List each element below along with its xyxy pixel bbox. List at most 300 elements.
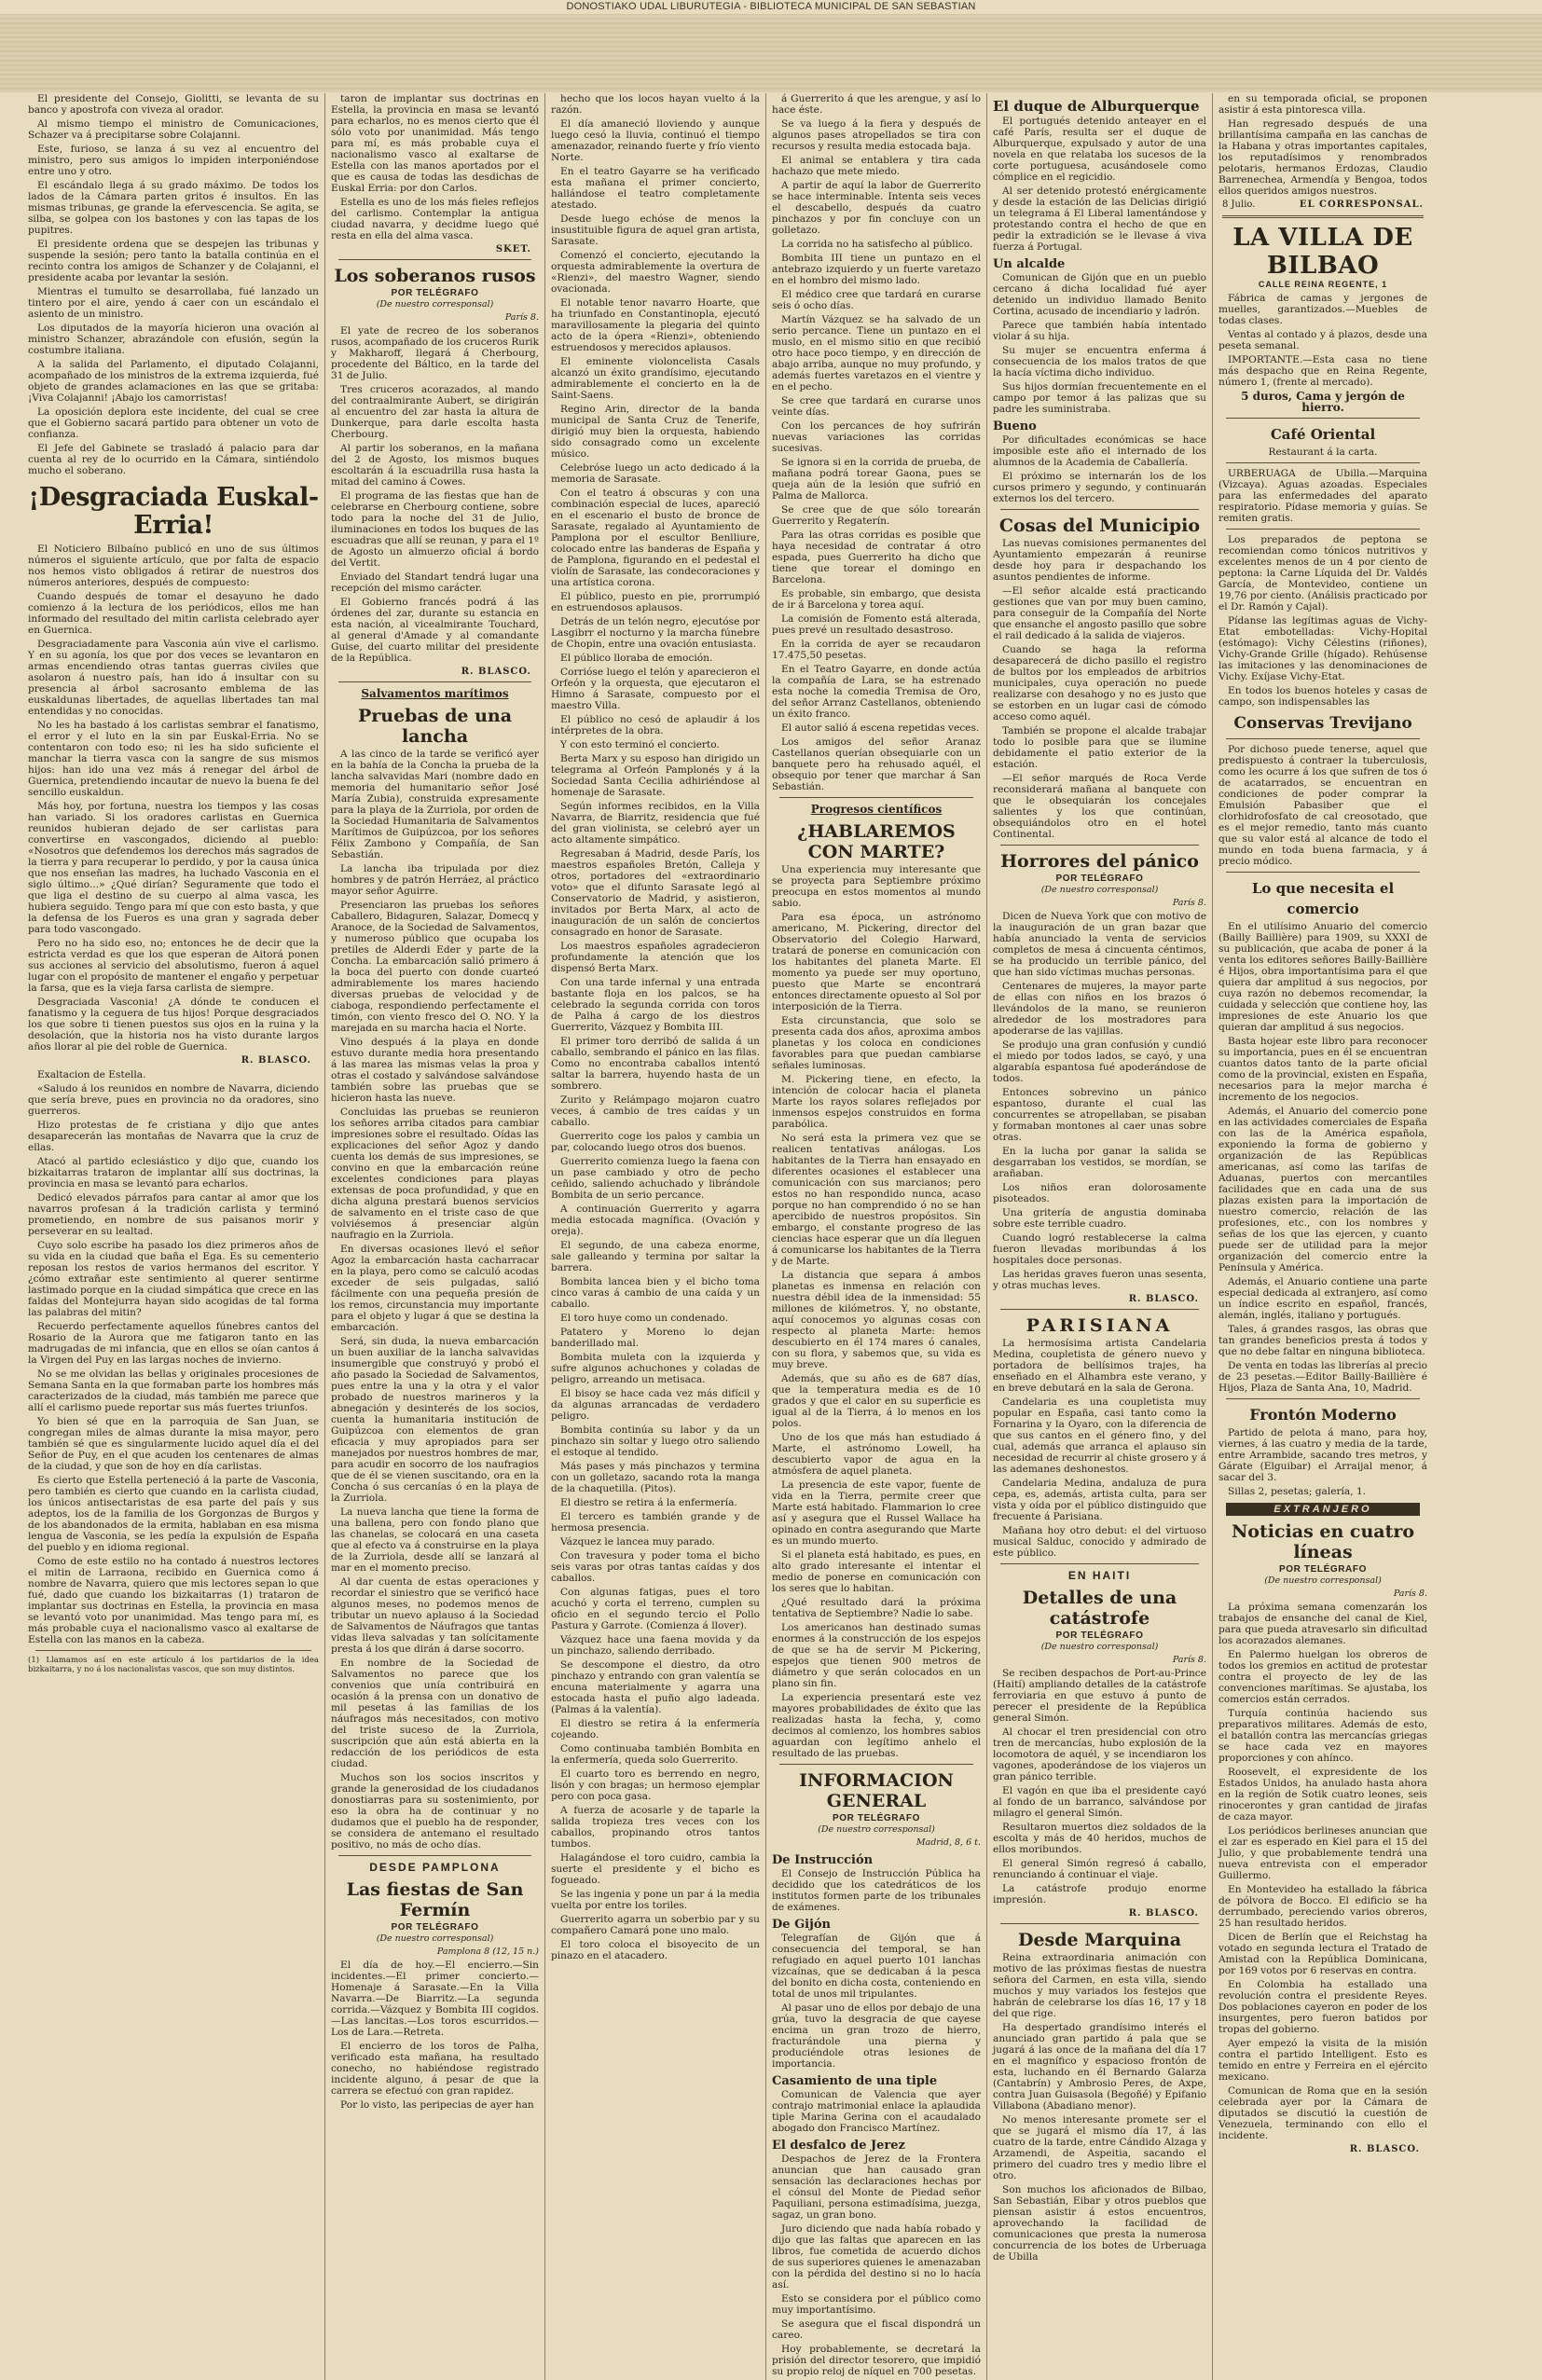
headline-soberanos: Los soberanos rusos [334, 266, 536, 286]
dateline: (De nuestro corresponsal) [1040, 1642, 1159, 1652]
paragraph: Además, el Anuario contiene una parte especial dedicada al extranjero, así como un índice escrito en español, francés, alemán, inglés, italiano y portugués. [1218, 1276, 1427, 1321]
col6-body8 [1218, 1602, 1427, 2141]
paragraph: Al chocar el tren presidencial con otro tren de mercancías, hubo explosión de la locomotora de aquél, y se incendiaron los vagones, apoderándose de los viajeros un gran pánico terrible. [993, 1727, 1206, 1782]
col1-intro [28, 93, 319, 476]
paragraph: En todos los buenos hoteles y casas de campo, son indispensables las [1218, 685, 1427, 708]
paragraph: Más pases y más pinchazos y termina con un golletazo, sacando rota la manga de la chaquetilla. (Pitos). [551, 1461, 760, 1494]
paragraph: Mañana hoy otro debut: el del virtuoso musical Salduc, conocido y admirado de este público. [993, 1525, 1206, 1559]
paragraph: Será, sin duda, la nueva embarcación un buen auxiliar de la lancha salvavidas insumergible que construyó y probó el año pasado la Sociedad de Salvamentos, pues entre la una y la otra y el valor probado de nuestros marineros y la abnegación y desinterés de los socios, cuenta la humanitaria institución de Guipúzcoa con elementos de gran eficacia y muy apropiados para ser manejados por nuestros hombres de mar, para acudir en socorro de los naufragios que de él se vienen suscitando, ora en la Concha ó sus cercanías ó en la playa de la Zurriola. [331, 1336, 539, 1504]
section-progresos: Progresos científicos [810, 803, 943, 816]
paragraph: Ayer empezó la visita de la misión contra el partido Intelligent. Esto es temido en entre y Ferreira en el ejército mexicano. [1218, 2038, 1427, 2083]
paragraph: Bombita III tiene un puntazo en el antebrazo izquierdo y un fuerte varetazo en el hombro del mismo lado. [772, 253, 981, 286]
ad6-body [1218, 921, 1427, 1394]
paragraph: Centenares de mujeres, la mayor parte de ellas con niños en los brazos ó llevándolos de la mano, se reunieron alrededor de los mostradores para apoderarse de las vajillas. [993, 981, 1206, 1037]
headline-pruebas: Pruebas de una lancha [357, 706, 513, 747]
paragraph: Patatero y Moreno lo dejan banderillado mal. [551, 1327, 760, 1349]
paragraph: A continuación Guerrerito y agarra media estocada magnífica. (Ovación y oreja). [551, 1204, 760, 1237]
paragraph: URBERUAGA de Ubilla.—Marquina (Vizcaya). Aguas azoadas. Especiales para las enfermedades del aparato respiratorio. Pídase memoria y guías. Se remiten gratis. [1218, 468, 1427, 524]
paragraph: Cuando logró restablecerse la calma fueron llevadas moribundas á los hospitales doce personas. [993, 1232, 1206, 1266]
headline-marte: ¿HABLAREMOS CON MARTE? [797, 821, 956, 862]
paragraph: Resultaron muertos diez soldados de la escolta y más de 40 heridos, muchos de ellos moribundos. [993, 1822, 1206, 1855]
paragraph: El día amaneció lloviendo y aunque luego cesó la lluvia, continuó el tiempo amenazador, reinando fuerte y frío viento Norte. [551, 118, 760, 163]
column-5 [986, 93, 1212, 2380]
signature: R. BLASCO. [1128, 1908, 1199, 1919]
columns [9, 93, 1535, 2377]
col4-body [772, 93, 981, 792]
paragraph: En el Teatro Gayarre, en donde actúa la compañía de Lara, se ha estrenado esta noche la comedia Tremisa de Oro, del señor Arranz Castellanos, obteniendo un éxito franco. [772, 664, 981, 720]
paragraph: Esta circunstancia, que solo se presenta cada dos años, aproxima ambos planetas y los coloca en condiciones favorables para que puedan cambiarse señales luminosas. [772, 1015, 981, 1071]
paragraph: Candelaria Medina, andaluza de pura cepa, es, además, artista culta, para ser vista y oída por el público distinguido que frecuente á Parisiana. [993, 1478, 1206, 1522]
paragraph: En la lucha por ganar la salida se desgarraban los vestidos, se mordían, se arañaban. [993, 1146, 1206, 1179]
paragraph: Fábrica de camas y jergones de muelles, garantizados.—Muebles de todas clases. [1218, 293, 1427, 326]
paragraph: En Colombia ha estallado una revolución contra el presidente Reyes. Dos poblaciones cayeron en poder de los insurgentes, pero fueron batidos por tropas del gobierno. [1218, 1979, 1427, 2035]
paragraph: Cuando después de tomar el desayuno he dado comienzo á la lectura de los periódicos, ellos me han informado del resultado del mitin carlista celebrado ayer en Guernica. [28, 591, 319, 636]
paragraph: En el utilísimo Anuario del comercio (Bailly Baillière) para 1909, su XXXI de su publicación, que acaba de poner á la venta los editores señores Bailly-Baillière é Hijos, obra importantísima para el que quiera dar amplitud á sus negocios, por cuya razón no debemos recomendar, la cuidada y selección que contiene hoy, las impresiones de este Anuario los que quieran dar amplitud á sus negocios. [1218, 921, 1427, 1033]
byline: POR TELÉGRAFO [1055, 1630, 1144, 1641]
paragraph: La presencia de este vapor, fuente de vida en la Tierra, permite creer que Marte está habitado. Flammarion lo cree así y asegura que el Russel Wallace ha opinado en contra asegurando que Marte es un mundo muerto. [772, 1479, 981, 1547]
col4-body3b [772, 1933, 981, 2070]
paragraph: Se cree que tardará en curarse unos veinte días. [772, 395, 981, 418]
paragraph: Bombita continúa su labor y da un pinchazo sin soltar y luego otro saliendo el estoque al tendido. [551, 1424, 760, 1458]
headline-san-fermin: Las fiestas de San Fermín [346, 1879, 524, 1920]
divider [35, 1650, 311, 1651]
paragraph: —El señor alcalde está practicando gestiones que van por muy buen camino, para conseguir de la Compañía del Norte que ensanche el angosto pasillo que sobre el rail dedicado á la salida de viajeros. [993, 585, 1206, 641]
paragraph: Las heridas graves fueron unas sesenta, y otras muchas leves. [993, 1269, 1206, 1291]
library-banner: DONOSTIAKO UDAL LIBURUTEGIA - BIBLIOTECA MUNICIPAL DE SAN SEBASTIAN [566, 1, 976, 12]
paragraph: El encierro de los toros de Palha, verificado esta mañana, ha resultado conecho, no habiéndose registrado incidente alguno, á pesar de que la carrera se efectuó con gran rapidez. [331, 2041, 539, 2097]
col1-body [28, 543, 319, 1052]
paragraph: Esto se considera por el público como muy importantísimo. [772, 2293, 981, 2316]
signature: EL CORRESPONSAL. [1299, 199, 1424, 210]
divider [1226, 738, 1420, 739]
col5-body8 [993, 1952, 1206, 2263]
paragraph: M. Pickering tiene, en efecto, la intención de colocar hacia el planeta Marte los rayos solares reflejados por inmensos espejos construidos en forma parabólica. [772, 1074, 981, 1130]
cropped-header-strip [0, 14, 1542, 92]
paragraph: Es probable, sin embargo, que desista de ir á Barcelona y torea aquí. [772, 588, 981, 611]
place: Pamplona 8 (12, 15 n.) [436, 1947, 539, 1957]
paragraph: Dedicó elevados párrafos para cantar al amor que los navarros profesan á la tradición carlista y terminó prometiendo, en nombre de sus paisanos morir y perseverar en su lealtad. [28, 1192, 319, 1237]
paragraph: Vázquez hace una faena movida y da un pinchazo, saliendo derribado. [551, 1634, 760, 1657]
paragraph: Uno de los que más han estudiado á Marte, el astrónomo Lowell, ha descubierto vapor de agua en la atmósfera de aquel planeta. [772, 1432, 981, 1477]
paragraph: Más hoy, por fortuna, nuestra los tiempos y las cosas han variado. Si los oradores carlistas en Guernica reunidos hubieran dejado de ser carlistas para convertirse en vascongados, diciendo al pueblo: «Nosotros que defendemos los derechos más sagrados de la tierra y para recuperar lo perdido, y por la causa única que nos enseñan las madres, ha luchado Vasconia en el siglo último...» ¿Qué dirían? Seguramente que todo el que liga el destino de su cuerpo al alma vasca, les hubiera seguido. Tengo para mí que con esto basta, y que la defensa de los Fueros es una gran y sagrada deber para todo vascongado. [28, 801, 319, 935]
paragraph: La nueva lancha que tiene la forma de una ballena, pero con fondo plano que las chanelas, se colocará en una caseta que al efecto va á construirse en la playa de la Zurriola, desde allí se lanzará al mar en el momento preciso. [331, 1506, 539, 1574]
byline: POR TELÉGRAFO [1055, 874, 1144, 884]
paragraph: El animal se entablera y tira cada hachazo que mete miedo. [772, 155, 981, 177]
paragraph: La comisión de Fomento está alterada, pues prevé un resultado desastroso. [772, 613, 981, 636]
paragraph: Recuerdo perfectamente aquellos fúnebres cantos del Rosario de la Aurora que me fatigaron tanto en las madrugadas de mi infancia, que en ellos se oían cantos á la Virgen del Puy en las largas noches de invierno. [28, 1321, 319, 1366]
paragraph: El toro huye como un condenado. [560, 1313, 728, 1324]
col2-carry [331, 93, 539, 241]
paragraph: No menos interesante promete ser el que se jugará el mismo día 17, á las cuatro de la tarde, entre Cándido Alzaga y Arzamendi, de Aspeitia, sacando el primero del cuadro tres y medio libre el otro. [993, 2114, 1206, 2181]
paragraph: El diestro se retira á la enfermería. [560, 1497, 737, 1508]
ad-cafe-sub: Restaurant á la carta. [1268, 447, 1378, 458]
signature: R. BLASCO. [241, 1055, 311, 1066]
estella-intro: Exaltacion de Estella. [37, 1069, 146, 1080]
paragraph: Ha despertado grandísimo interés el anunciado gran partido á pala que se jugará á las once de la mañana del día 17 en el magnífico y espacioso frontón de esta, luchando en él Bernardo Galarza (Cantabrín) y Ambrosio Peres, de Axpe, contra Juan Guisasola (Begoñé) y Epifanio Villabona (Abadiano menor). [993, 2022, 1206, 2112]
headline-parisiana: PARISIANA [1026, 1315, 1174, 1336]
paragraph: Pero no ha sido eso, no; entonces he de decir que la estricta verdad es que los que esperan de Aitorá ponen sus acciones al servicio del absolutismo, fueron á aquel lugar con el propósito de mantener el engaño y perpetuar la farsa, que es la vieja farsa carlista de siempre. [28, 938, 319, 994]
paragraph: El toro coloca el bisoyecito de un pinazo en el atacadero. [551, 1939, 760, 1961]
paragraph: De venta en todas las librerías al precio de 23 pesetas.—Editor Bailly-Baillière é Hijos, Plaza de Santa Ana, 10, Madrid. [1218, 1360, 1428, 1394]
ad-cafe-oriental: Café Oriental [1270, 426, 1376, 443]
paragraph: A fuerza de acosarle y de taparle la salida tropieza tres veces con los caballos, propinando otros tantos tumbos. [551, 1805, 760, 1850]
subhead-bueno: Bueno [993, 420, 1037, 433]
paragraph: Los niños eran dolorosamente pisoteados. [993, 1182, 1206, 1204]
col6-carry [1218, 93, 1427, 197]
paragraph: Guerrerito coge los palos y cambia un par, colocando luego otros dos buenos. [551, 1131, 760, 1153]
paragraph: El bisoy se hace cada vez más difícil y da algunas arrancadas de verdadero peligro. [551, 1388, 760, 1422]
paragraph: Se reciben despachos de Port-au-Prince (Haití) ampliando detalles de la catástrofe ferroviaria en que estuvo á punto de perecer el presidente de la República general Simón. [993, 1668, 1206, 1724]
divider [1000, 1309, 1199, 1310]
paragraph: Dicen de Nueva York que con motivo de la inauguración de un gran bazar que había anunciado la venta de servicios completos de mesa á cincuenta céntimos, se ha producido un terrible pánico, del que han sido víctimas muchas personas. [993, 911, 1206, 978]
byline: POR TELÉGRAFO [833, 1813, 920, 1823]
ad1-body [1218, 293, 1427, 388]
signature: R. BLASCO. [461, 667, 531, 677]
paragraph: Por lo visto, las peripecias de ayer han [340, 2099, 534, 2111]
paragraph: Estella es uno de los más fieles reflejos del carlismo. Contemplar la antigua ciudad navarra, y decidme luego qué resta en ella del alma vasca. [331, 197, 539, 241]
headline-comercio: Lo que necesita el comercio [1251, 880, 1395, 917]
ad3-body [1218, 468, 1427, 524]
paragraph: Presenciaron las pruebas los señores Caballero, Bidaguren, Salazar, Domecq y Aranoce, de la Sociedad de Salvamentos, y numeroso público que ocupaba los pretiles de Alderdi Eder y parte de la Concha. La embarcación salió primero á la boca del puerto con donde cuarteó admirablemente los mares haciendo diversas pruebas de velocidad y de ciaboga, respondiendo perfectamente el timón, con viento fresco del O. NO. Y la marejada en su marcha hacia el Norte. [331, 900, 539, 1034]
paragraph: Celebróse luego un acto dedicado á la memoria de Sarasate. [551, 462, 760, 485]
headline-informacion: INFORMACION GENERAL [799, 1770, 954, 1811]
paragraph: Turquía continúa haciendo sus preparativos militares. Además de esto, el batallón contra las mercancías griegas se hace cada vez en mayores proporciones y con ahínco. [1218, 1708, 1427, 1764]
dateline: (De nuestro corresponsal) [376, 1933, 494, 1944]
paragraph: Comunican de Gijón que en un pueblo cercano á dicha localidad fué ayer detenido un individuo llamado Benito Cortina, acusado de incendiario y ladrón. [993, 272, 1206, 317]
paragraph: Juro diciendo que nada había robado y dijo que las faltas que aparecen en las libros, fue cometida de acuerdo dichos de sus superiores quienes le amenazaban con la pérdida del destino si no lo hacía así. [772, 2223, 981, 2291]
paragraph: Como de este estilo no ha contado á nuestros lectores el mitin de Larraona, recibido en Guernica como á nombre de Navarra, quiero que mis lectores sepan lo que fué, dado que cuando los bizkaitarras (1) trataron de implantar sus doctrinas en Estella, la provincia en masa se levantó voto por unanimidad. Mas tengo para mí, es más probable cuya el nacionalismo vasco al exaltarse de Estella con las manos en la cabeza. [28, 1556, 319, 1645]
paragraph: Martín Vázquez se ha salvado de un serio percance. Tiene un puntazo en el muslo, en el mismo sitio en que recibió otro hace poco tiempo, y en dirección de abajo arriba, aunque no muy profundo, y además fuertes varetazos en el vientre y en el pecho. [772, 314, 981, 392]
column-4 [765, 93, 986, 2380]
paragraph: El vagón en que iba el presidente cayó al fondo de un barranco, salvándose por milagro el general Simón. [993, 1785, 1206, 1819]
paragraph: Telegrafían de Gijón que á consecuencia del temporal, se han refugiado en aquel puerto 101 lanchas vizcaínas, que se dedicaban á la pesca del bonito en dicha costa, conteniendo en total de unos mil tripulantes. [772, 1933, 981, 2000]
paragraph: Roosevelt, el expresidente de los Estados Unidos, ha anulado hasta ahora en la región de Sotik cuatro leones, seis rinocerontes y gran cantidad de jirafas de caza mayor. [1218, 1767, 1427, 1823]
paragraph: hecho que los locos hayan vuelto á la razón. [551, 93, 760, 116]
paragraph: Con travesura y poder toma el bicho seis varas por otras tantas caídas y dos caballos. [551, 1550, 760, 1584]
ad-conservas: Conservas Trevijano [1233, 714, 1412, 733]
paragraph: Desgraciada Vasconia! ¿A dónde te conducen el fanatismo y la ceguera de tus hijos! Porque desgraciados los que sobre ti tienen puestos sus ojos en la ruina y la desolación, que la historia nos ha visto durante largos años llorar al pie del roble de Guernica. [28, 997, 319, 1052]
paragraph: La hermosísima artista Candelaria Medina, coupletista de género nuevo y portadora de bellísimos trajes, ha enseñado en el Alhambra este verano, y en breve debutará en la sala de Gerona. [993, 1338, 1206, 1394]
column-2 [324, 93, 544, 2380]
byline: POR TELÉGRAFO [1279, 1564, 1367, 1575]
paragraph: Al mismo tiempo el ministro de Comunicaciones, Schazer va á precipitarse sobre Colajanni. [28, 118, 319, 141]
paragraph: Comunican de Valencia que ayer contrajo matrimonial enlace la aplaudida tiple Marina Gerina con el acaudalado abogado don Francisco Martínez. [772, 2089, 981, 2134]
paragraph: La distancia que separa á ambos planetas es inmensa en relación con nuestra débil idea de la inmensidad: 55 millones de kilómetros. Y, no obstante, aquí conocemos yo algunas cosas con respecto al planeta Marte: hemos descubierto en él 174 mares ó canales, con su flora, y sabemos que, su vida es muy breve. [772, 1270, 981, 1370]
paragraph: Al partir los soberanos, en la mañana del 2 de Agosto, los mismos buques escoltarán á la escuadrilla rusa hasta la mitad del camino á Cowes. [331, 443, 539, 488]
subhead-gijon: De Gijón [772, 1918, 831, 1932]
paragraph: Las nuevas comisiones permanentes del Ayuntamiento empezarán á reunirse desde hoy para ir despachando los asuntos pendientes de informe. [993, 538, 1206, 583]
paragraph: Se va luego á la fiera y después de algunos pases atropellados se tira con recursos y resulta media estocada baja. [772, 118, 981, 152]
paragraph: El general Simón regresó á caballo, renunciando á continuar el viaje. [993, 1858, 1206, 1880]
paragraph: Cuando se haga la reforma desaparecerá de dicho pasillo el registro de bultos por los empleados de arbitrios municipales, cuya operación no puede realizarse con desahogo y no es justo que se estorben en un lugar casi de cómodo acceso como aquél. [993, 644, 1206, 722]
paragraph: A partir de aquí la labor de Guerrerito se hace interminable. Intenta seis veces el descabello, después da cuatro pinchazos y por fin concluye con un golletazo. [772, 180, 981, 236]
paragraph: También se propone el alcalde trabajar todo lo posible para que se ilumine debidamente el patio exterior de la estación. [993, 725, 1206, 770]
paragraph: Su mujer se encuentra enferma á consecuencia de los malos tratos de que la hacía víctima dicho individuo. [993, 345, 1206, 378]
paragraph: Los diputados de la mayoría hicieron una ovación al ministro Schanzer, abrazándole con efusión, según la costumbre italiana. [28, 323, 319, 356]
paragraph: Son muchos los aficionados de Bilbao, San Sebastián, Eibar y otros pueblos que piensan asistir á estos encuentros, aprovechando la facilidad de comunicaciones que presta la numerosa concurrencia de los botes de Urberuaga de Ubilla [993, 2184, 1206, 2263]
paragraph: El yate de recreo de los soberanos rusos, acompañado de los cruceros Rurik y Makharoff, llegará á Cherbourg, procedente del Báltico, en la tarde del 31 de Julio. [331, 325, 539, 381]
paragraph: El próximo se internarán los de los cursos primero y segundo, y continuarán externos los del tercero. [993, 471, 1206, 504]
signature: R. BLASCO. [1349, 2144, 1420, 2154]
paragraph: Bombita lancea bien y el bicho toma cinco varas á cambio de una caída y un caballo. [551, 1276, 760, 1310]
paragraph: El médico cree que tardará en curarse seis ó ocho días. [772, 289, 981, 311]
col5-body7 [993, 1668, 1206, 1905]
divider [1226, 462, 1420, 463]
paragraph: El autor salió á escena repetidas veces. [781, 722, 980, 734]
paragraph: El presidente del Consejo, Giolitti, se levanta de su banco y apostrofa con viveza al orador. [28, 93, 319, 116]
ad-villa-bilbao: LA VILLA DE BILBAO [1232, 224, 1413, 280]
paragraph: Concluidas las pruebas se reunieron los señores arriba citados para cambiar impresiones sobre el resultado. Oídas las explicaciones del señor Agoz y dando cuenta los demás de sus impresiones, se convino en que la embarcación reúne excelentes condiciones para playas extensas de poca profundidad, y que en dicha alguna prestará buenos servicios de salvamento en el triste caso de que volviésemos á presenciar algún naufragio en la Zurriola. [331, 1107, 539, 1241]
paragraph: En el teatro Gayarre se ha verificado esta mañana el primer concierto, hallándose el teatro completamente atestado. [551, 166, 760, 211]
headline-fronton: Frontón Moderno [1249, 1406, 1397, 1424]
paragraph: La próxima semana comenzarán los trabajos de ensanche del canal de Kiel, para que pueda atravesarlo sin dificultad los acorazados alemanes. [1218, 1602, 1427, 1646]
paragraph: Sus hijos dormían frecuentemente en el campo por temor á las palizas que su padre les suministraba. [993, 381, 1206, 415]
col3-body [551, 93, 760, 1961]
place: París 8. [1393, 1589, 1427, 1599]
paragraph: Se produjo una gran confusión y cundió el miedo por todos lados, se cayó, y una algarabía espantosa fué apoderándose de todos. [993, 1039, 1206, 1084]
paragraph: El diestro se retira á la enfermería cojeando. [551, 1718, 760, 1740]
paragraph: En la corrida de ayer se recaudaron 17.475,50 pesetas. [772, 639, 981, 661]
paragraph: Muchos son los socios inscritos y grande la generosidad de los ciudadanos donostiarras para su sostenimiento, por eso la obra ha de continuar y no dudamos que el pueblo ha de responder, se considera de antemano el resultado positivo, no más de ocho días. [331, 1772, 539, 1850]
paragraph: —El señor marqués de Roca Verde reconsiderará mañana al banquete con que le obsequiarán los concejales salientes y los que continúan, obsequiándolos otro en el hotel Continental. [993, 773, 1206, 840]
paragraph: Los amigos del señor Aranaz Castellanos querían obsequiarle con un banquete pero ha rehusado aquél, el obsequio por tener que marchar á San Sebastián. [772, 736, 981, 792]
divider [1000, 509, 1199, 510]
paragraph: Se asegura que el fiscal dispondrá un careo. [772, 2318, 981, 2341]
paragraph: Con algunas fatigas, pues el toro acuchó y corta el terreno, cumplen su oficio en el segundo tercio el Pollo Pastura y Garrote. (Comienza á llover). [551, 1587, 760, 1631]
paragraph: Al pasar uno de ellos por debajo de una grúa, tuvo la desgracia de que cayese encima un gran trozo de hierro, fracturándole una pierna y produciéndole otras lesiones de importancia. [772, 2002, 981, 2070]
place: Madrid, 8, 6 t. [916, 1837, 981, 1848]
signature: R. BLASCO. [1128, 1294, 1199, 1304]
ad-price: 5 duros, Cama y jergón de hierro. [1241, 390, 1405, 414]
paragraph: Atacó al partido eclesiástico y dijo que, cuando los bizkaitarras trataron de implantar allí sus doctrinas, la provincia en masa se levantó para echarlos. [28, 1156, 319, 1190]
paragraph: Se cree que de que sólo torearán Guerrerito y Regaterín. [772, 504, 981, 527]
place: París 8. [1172, 898, 1206, 908]
paragraph: Detrás de un telón negro, ejecutóse por Lasgibrr el nocturno y la marcha fúnebre de Chopin, entre una ovación entusiasta. [551, 616, 760, 650]
headline-marquina: Desde Marquina [1017, 1930, 1182, 1950]
paragraph: Partido de pelota á mano, para hoy, viernes, á las cuatro y media de la tarde, entre Arrambide, sacando tres metros, y Gárate (Elguibar) el Arraijal menor, á sacar del 3. [1218, 1427, 1427, 1483]
paragraph: En nombre de la Sociedad de Salvamentos no parece que los convenios que unía contribuirá en ocasión á la prensa con un donativo de mil pesetas á las familias de los náufragos más necesitados, con motivo del triste suceso de la Zurriola, suscripción que aún está abierta en la redacción de los periódicos de esta ciudad. [331, 1658, 539, 1769]
byline: POR TELÉGRAFO [391, 288, 479, 298]
paragraph: Vázquez le lancea muy parado. [560, 1536, 715, 1548]
paragraph: Comunican de Roma que en la sesión celebrada ayer por la Cámara de diputados se discutió la cuestión de Venezuela, terminando con ello el incidente. [1218, 2085, 1427, 2141]
paragraph: Si el planeta está habitado, es pues, en alto grado interesante el intentar el medio de ponerse en comunicación con los seres que lo habitan. [772, 1549, 981, 1594]
headline-desgraciada: ¡Desgraciada Euskal-Erria! [28, 483, 319, 540]
place-pamplona: DESDE PAMPLONA [369, 1861, 501, 1874]
paragraph: Entonces sobrevino un pánico espantoso, durante el cual las concurrentes se atropellaban, se pisaban y formaban montones al caer unas sobre otras. [993, 1087, 1206, 1143]
paragraph: Pídanse las legítimas aguas de Vichy-Etat embotelladas: Vichy-Hopital (estómago): Vichy Célestins (riñones), Vichy-Grande Grille (hígado). Rehúsense las imitaciones y las denominaciones de Vichy. Exíjase Vichy-Etat. [1218, 615, 1427, 682]
paragraph: Parece que también había intentado violar á su hija. [993, 320, 1206, 342]
paragraph: Comenzó el concierto, ejecutando la orquesta admirablemente la overtura de «Rienzi», del maestro Wagner, siendo ovacionada. [551, 250, 760, 295]
paragraph: IMPORTANTE.—Esta casa no tiene más despacho que en Reina Regente, número 1, (frente al mercado). [1218, 354, 1427, 388]
paragraph: Para esa época, un astrónomo americano, M. Pickering, director del Observatorio del Colegio Harward, tratará de ponerse en comunicación con los habitantes del planeta Marte. El momento ya puede ser muy oportuno, puesto que Marte se encontrará entonces directamente opuesto al Sol por interposición de la Tierra. [772, 912, 981, 1012]
paragraph: El notable tenor navarro Hoarte, que ha triunfado en Constantinopla, ejecutó maravillosamente la plegaria del quinto acto de la ópera «Rienzi», obteniendo estruendosos y merecidos aplausos. [551, 297, 760, 353]
paragraph: «Saludo á los reunidos en nombre de Navarra, diciendo que sería breve, pues en provincia no da oradores, sino guerreros. [28, 1083, 319, 1117]
paragraph: A la salida del Parlamento, el diputado Colajanni, acompañado de los ministros de la extrema izquierda, fué objeto de grandes aclamaciones en las que se gritaba: ¡Viva Colajanni! ¡Abajo los camorristas! [28, 359, 319, 404]
headline-horrores: Horrores del pánico [1000, 851, 1199, 872]
paragraph: Desgraciadamente para Vasconia aún vive el carlismo. Y en su agonía, los que por dos veces se levantaron en armas encendiendo otras tantas guerras civiles que asolaron á nuestro país, han ido á insultar con su presencia al árbol sacrosanto emblema de las euskaldunas libertades, de aquellas libertades tan mal entendidas y no conocidas. [28, 639, 319, 717]
paragraph: El escándalo llega á su grado máximo. De todos los lados de la Cámara parten gritos é insultos. En las mismas tribunas, ge grande la efervescencia. Se agita, se silba, se golpea con los bastones y con las tapas de los pupitres. [28, 180, 319, 236]
col5-body6 [993, 1338, 1206, 1559]
paragraph: Candelaria es una coupletista muy popular en España, casi tanto como la Fornarina y la Oyaro, con la diferencia de que sus cantos en el género fino, y del cual, además que arranca el aplauso sin necesidad de recurrir al chiste grosero y á las ademanes deshonestos. [993, 1396, 1206, 1475]
col5-body2 [993, 272, 1206, 415]
place-haiti: EN HAITI [1067, 1569, 1132, 1582]
paragraph: El cuarto toro es berrendo en negro, lisón y con bragas; un hermoso ejemplar pero con poca gasa. [551, 1768, 760, 1802]
paragraph: Guerrerito comienza luego la faena con un pase cambiado y otro de pecho ceñido, saliendo achuchado y librándole Bombita de un serio percance. [551, 1156, 760, 1201]
place: París 8. [1172, 1655, 1206, 1665]
divider [779, 1764, 973, 1765]
paragraph: Regino Arin, director de la banda municipal de Santa Cruz de Tenerife, dirigió muy bien la orquesta, habiendo sido consagrado como un excelente músico. [551, 404, 760, 460]
paragraph: Guerrerito agarra un soberbio par y su compañero Camará pone uno malo. [551, 1914, 760, 1936]
paragraph: No será esta la primera vez que se realicen tentativas análogas. Los habitantes de la Tierra han ensayado en diferentes ocasiones el establecer una comunicación con sus marcianos; pero estos no han respondido nunca, acaso porque no han comprendido ó no se han apercibido de nuestros propósitos. Sin embargo, el constante progreso de las ciencias hace esperar que un día lleguen á comunicarse los habitantes de la Tierra y de Marte. [772, 1133, 981, 1267]
paragraph: El tercero es también grande y de hermosa presencia. [551, 1511, 760, 1534]
dateline: (De nuestro corresponsal) [1040, 885, 1159, 895]
headline-municipio: Cosas del Municipio [998, 516, 1201, 536]
paragraph: Hoy probablemente, se decretará la prisión del director tesorero, que impidió su propio reloj de níquel en 700 pesetas. [772, 2344, 981, 2377]
col5-body3 [993, 434, 1206, 504]
divider [1000, 1563, 1199, 1564]
paragraph: Ventas al contado y á plazos, desde una peseta semanal. [1218, 329, 1427, 351]
col1-body2 [28, 1083, 319, 1645]
paragraph: Halagándose el toro cuidro, cambia la suerte el presidente y el bicho es fogueado. [551, 1852, 760, 1886]
ad-address: CALLE REINA REGENTE, 1 [1258, 280, 1388, 289]
paragraph: El segundo, de una cabeza enorme, sale galleando y termina por saltar la barrera. [551, 1240, 760, 1273]
paragraph: Para las otras corridas es posible que haya necesidad de contratar á otro espada, pues Guerrerito ha dicho que tiene que torear el domingo en Barcelona. [772, 530, 981, 585]
paragraph: El presidente ordena que se despejen las tribunas y suspende la sesión; pero tanto la batalla continúa en el recinto contra los amigos de Schanzer y de Colajanni, el presidente acaba por levantar la sesión. [28, 239, 319, 283]
paragraph: Regresaban á Madrid, desde París, los maestros españoles Bretón, Calleja y otros, portadores del «extraordinario voto» que el difunto Sarasate legó al Conservatorio de Madrid, y asistieron, invitados por Berta Marx, al acto de inauguración de un salón de conciertos consagrado en honor de Sarasate. [551, 848, 760, 938]
paragraph: Zurito y Relámpago mojaron cuatro veces, á cambio de tres caídas y un caballo. [551, 1094, 760, 1128]
section-salvamentos: Salvamentos marítimos [361, 687, 509, 700]
paragraph: El Gobierno francés podrá á las órdenes del zar, durante su estancia en esta nación, al vicealmirante Touchard, al general d'Amade y al comandante Guise, del cuarto militar del presidente de la República. [331, 597, 539, 664]
subhead-alburquerque: El duque de Alburquerque [993, 98, 1200, 115]
paragraph: Es cierto que Estella perteneció á la parte de Vasconia, pero también es cierto que cuando en la carlista ciudad, los únicos antisectaristas de esa parte del país y sus adeptos, los de la familia de los Gorgonzas de Burgos y de los abandonados de la ermita, hablaban en esa misma lengua de Vasconia, se les pedía la expulsión de España del pueblo y en idioma regional. [28, 1475, 319, 1553]
divider [1226, 872, 1420, 873]
paragraph: Este, furioso, se lanza á su vez al encuentro del ministro, pero sus amigos lo impiden interponiéndose entre uno y otro. [28, 144, 319, 177]
paragraph: á Guerrerito á que les arengue, y así lo hace éste. [772, 93, 981, 116]
paragraph: El primer toro derribó de salida á un caballo, sembrando el pánico en las filas. Como no encontraba caballos intentó saltar la barrera, huyendo hasta de un sombrero. [551, 1036, 760, 1092]
paragraph: El Jefe del Gabinete se trasladó á palacio para dar cuenta al rey de lo ocurrido en la Cámara, sintiéndolo mucho el soberano. [28, 443, 319, 476]
divider [338, 259, 531, 260]
paragraph: Tales, á grandes rasgos, las obras que tan grandes beneficios presta á todos y que no debe faltar en ninguna biblioteca. [1218, 1324, 1427, 1357]
paragraph: Como continuaba también Bombita en la enfermería, queda solo Guerrerito. [551, 1743, 760, 1766]
paragraph: Los maestros españoles agradecieron profundamente la atención que los dispensó Berta Marx. [551, 941, 760, 974]
subhead-instruccion: De Instrucción [772, 1853, 874, 1867]
subhead-casamiento: Casamiento de una tiple [772, 2074, 938, 2088]
column-6 [1212, 93, 1433, 2380]
paragraph: En diversas ocasiones llevó el señor Agoz la embarcación hasta cacharracar en la playa, pero como se calculó acodas exceder de seis pulgadas, salió fácilmente con una pequeña presión de los remos, circunstancia muy importante para el objeto y lugar á que se destina la embarcación. [331, 1244, 539, 1333]
paragraph: Desde luego echóse de menos la insustituible figura de aquel gran artista, Sarasate. [551, 213, 760, 247]
paragraph: La catástrofe produjo enorme impresión. [993, 1883, 1206, 1905]
paragraph: Dicen de Berlín que el Reichstag ha votado en segunda lectura el Tratado de Amistad con la República Dominicana, por 169 votos por 6 reservas en contra. [1218, 1932, 1427, 1976]
headline-noticias: Noticias en cuatro líneas [1231, 1521, 1415, 1562]
paragraph: El público no cesó de aplaudir á los intérpretes de la obra. [551, 714, 760, 736]
dateline: (De nuestro corresponsal) [376, 299, 494, 310]
paragraph: Al ser detenido protestó enérgicamente y desde la estación de las Delicias dirigió un telegrama á El Liberal lamentándose y protestando contra el hecho de que en pedir la extradición se le llevase á viva fuerza á Portugal. [993, 186, 1206, 253]
column-1 [9, 93, 324, 2380]
paragraph: Al dar cuenta de estas operaciones y recordar el siniestro que se verificó hace algunos meses, no podemos menos de tributar un nuevo aplauso á la Sociedad de Salvamentos de Náufragos que tantas vidas lleva salvadas y tan solícitamente presta á los que dirán á darse socorro. [331, 1576, 539, 1655]
ad5-body [1218, 744, 1427, 867]
paragraph: taron de implantar sus doctrinas en Estella, la provincia en masa se levantó para echarlos, no es menos cierto que él sólo voto por unanimidad. Más tengo para mí, es más probable cuya el nacionalismo vasco al exaltarse de Estella con las manos aportados por el que es causa de todas las desdichas de Euskal Erria: por don Carlos. [331, 93, 539, 194]
paragraph: La lancha iba tripulada por diez hombres y de patrón Herráez, al práctico mayor señor Aguirre. [331, 863, 539, 897]
paragraph: La corrida no ha satisfecho al público. [781, 239, 973, 250]
paragraph: Se ignora si en la corrida de prueba, de mañana podrá torear Gaona, pues se queja aún de la lesión que sufrió en Palma de Mallorca. [772, 457, 981, 502]
paragraph: El eminente violoncelista Casals alcanzó un éxito grandísimo, ejecutando admirablemente el concierto en la de Saint-Saens. [551, 356, 760, 401]
paragraph: Los preparados de peptona se recomiendan como tónicos nutritivos y excelentes menos de un 4 por ciento de peptona: la Carne Líquida del Dr. Valdés García, de Montevideo, contiene un 19,76 por ciento. (Análisis practicado por el Dr. Ramón y Cajal). [1218, 534, 1427, 612]
paragraph: Sillas 2, pesetas; galería, 1. [1228, 1486, 1367, 1497]
col2-body2 [331, 749, 539, 1850]
paragraph: El Noticiero Bilbaíno publicó en uno de sus últimos números el siguiente artículo, que por falta de espacio nos hemos visto obligados á retirar de nuestros dos números anteriores, después de compuesto: [28, 543, 319, 588]
ad4-body [1218, 534, 1427, 708]
date: 8 Julio. [1222, 199, 1256, 210]
paragraph: Yo bien sé que en la parroquia de San Juan, se congregan miles de almas durante la misa mayor, pero también sé que es singularmente lucido aquel día el del Señor de Puy, en el que acuden los centenares de almas de la ciudad, y que son de hoy en día carlistas. [28, 1416, 319, 1472]
paragraph: Mientras el tumulto se desarrollaba, fué lanzado un tintero por el aire, yendo á caer con un escándalo el asiento de un ministro. [28, 286, 319, 320]
col4-body2 [772, 864, 981, 1759]
paragraph: No se me olvidan las bellas y originales procesiones de Semana Santa en la que formaban parte los hombres más caracterizados de la ciudad, más también me parece que allí el carlismo puede reportar sus más fuertes triunfos. [28, 1369, 319, 1413]
paragraph: Se las ingenia y pone un par á la media vuelta por entre los toriles. [551, 1889, 760, 1911]
dateline: (De nuestro corresponsal) [818, 1824, 935, 1835]
paragraph: Los americanos han destinado sumas enormes á la construcción de los espejos de que se ha de servir M Pickering, espejos que tienen 900 metros de diámetro y que serán colocados en un plano sin fin. [772, 1622, 981, 1689]
col5-body4 [993, 538, 1206, 840]
paragraph: ¿Qué resultado dará la próxima tentativa de Septiembre? Nadie lo sabe. [772, 1597, 981, 1619]
paragraph: Con el teatro á obscuras y con una combinación especial de luces, apareció en el escenario el busto de bronce de Sarasate, regalado al Ayuntamiento de Pamplona por el escultor Benlliure, colocado entre las banderas de España y de Pamplona, figurando en el pedestal el violín de Sarasate, las condecoraciones y una artística corona. [551, 488, 760, 588]
col5-body1 [993, 116, 1206, 253]
paragraph: Una experiencia muy interesante que se proyecta para Septiembre próximo preocupa en estos momentos al mundo sabio. [772, 864, 981, 909]
footnote: (1) Llamamos así en este artículo á los partidarios de la idea bizkaitarra, y no á los nacionalistas vascos, que son muy distintos. [28, 1656, 319, 1674]
signature: SKET. [495, 244, 531, 255]
paragraph: Y con esto terminó el concierto. [560, 739, 720, 750]
paragraph: El portugués detenido anteayer en el café París, resulta ser el duque de Alburquerque, expulsado y autor de una novela en que relataba los sucesos de la corte portuguesa, acusándosele como cómplice en el regicidio. [993, 116, 1206, 183]
paragraph: El público lloraba de emoción. [560, 653, 713, 664]
section-extranjero: EXTRANJERO [1226, 1503, 1420, 1516]
paragraph: No les ha bastado á los carlistas sembrar el fanatismo, el error y el luto en la sin par Euskal-Erria. No se contentaron con todo eso; ni les ha sido suficiente el manchar la tierra vasca con la sangre de sus mismos hijos: han ido una vez más á renegar del árbol de Guernica, pretendiendo incautar de nuevo la buena fe del sencillo euskaldun. [28, 720, 319, 798]
paragraph: Cuyo solo escribe ha pasado los diez primeros años de su vida en la ciudad que baña el Ega. Es su cementerio reposan los restos de varios hermanos del escritor. Y ¿cómo extrañar este sentimiento al querer sentirme lastimado porque en la ciudad simpática que crece en las faldas del Montejurra hayan sido acogidas de tal forma las palabras del mitin? [28, 1240, 319, 1318]
paragraph: Despachos de Jerez de la Frontera anuncian que han causado gran sensación las declaraciones hechas por el cónsul del Monte de Piedad señor Paquiliani, persona estimadísima, juezga, sagaz, un gran bono. [772, 2153, 981, 2221]
divider [1226, 529, 1420, 530]
divider [1226, 418, 1420, 419]
paragraph: Berta Marx y su esposo han dirigido un telegrama al Orfeón Pamplonés y á la Sociedad Santa Cecilia adhiriéndose al homenaje de Sarasate. [551, 753, 760, 798]
paragraph: Se descompone el diestro, da otro pinchazo y entrando con gran valentía se encuna materialmente y agarra una estocada hasta el puño algo ladeada. (Palmas á la valentía). [551, 1659, 760, 1715]
paragraph: Tres cruceros acorazados, al mando del contraalmirante Aubert, se dirigirán al encuentro del zar hasta la altura de Dunkerque, para darle escolta hasta Cherbourg. [331, 384, 539, 440]
divider [1222, 215, 1424, 218]
paragraph: Según informes recibidos, en la Villa Navarra, de Biarritz, residencia que fué del gran violinista, se celebró ayer un acto altamente simpático. [551, 801, 760, 846]
col4-body3c [772, 2089, 981, 2134]
col2-body3 [331, 1960, 539, 2111]
paragraph: Corrióse luego el telón y aparecieron el Orfeón y la orquesta, que ejecutaron el Himno á Sarasate, compuesto por el maestro Villa. [551, 667, 760, 711]
paragraph: Los periódicos berlineses anuncian que el zar es esperado en Kiel para el 15 del Julio, y que probablemente tendrá una nueva entrevista con el emperador Guillermo. [1218, 1825, 1427, 1881]
headline-catastrofe: Detalles de una catástrofe [1022, 1588, 1177, 1629]
paragraph: En Montevideo ha estallado la fábrica de pólvora de Bocco. El edificio se ha derrumbado, pereciendo varios obreros, 25 han resultado heridos. [1218, 1884, 1427, 1929]
paragraph: Hizo protestas de fe cristiana y dijo que antes desaparecerán las montañas de Navarra que la cruz de ellas. [28, 1120, 319, 1153]
paragraph: A las cinco de la tarde se verificó ayer en la bahía de la Concha la prueba de la lancha salvavidas Mari (nombre dado en memoria del humanitario señor José María Zubia), construida expresamente para la playa de la Zurriola, por orden de la Sociedad Humanitaria de Salvamentos Marítimos de Guipúzcoa, por los señores Félix Zambono y Compañía, de San Sebastián. [331, 749, 539, 860]
column-3 [544, 93, 765, 2380]
paragraph: Por dificultades económicas se hace imposible este año el internado de los alumnos de la Academia de Caballería. [993, 434, 1206, 468]
paragraph: El Consejo de Instrucción Pública ha decidido que los catedráticos de los institutos formen parte de los tribunales de exámenes. [772, 1868, 981, 1913]
divider [1226, 1398, 1420, 1399]
dateline-row [1222, 199, 1424, 210]
paragraph: En Palermo huelgan los obreros de todos los gremios en actitud de protestar contra el proyecto de ley de las convenciones marítimas. Se ajustaba, los comercios están cerrados. [1218, 1649, 1427, 1705]
divider [1000, 1923, 1199, 1924]
byline: POR TELÉGRAFO [391, 1922, 479, 1933]
paragraph: Por dichoso puede tenerse, aquel que predispuesto á contraer la tuberculosis, como les ocurre á los que sufren de tos ó de acatarrados, se encuentran en condiciones de poder comprar la Emulsión Pabasiber que el clorhidrofosfato de cal creosotado, que es el mejor remedio, tanto más cuanto que su valor está al alcance de todo el mundo en toda buena farmacia, y á precio módico. [1218, 744, 1427, 867]
paragraph: Con una tarde infernal y una entrada bastante floja en los palcos, se ha celebrado la segunda corrida con toros de Palha á cargo de los diestros Guerrerito, Vázquez y Bombita III. [551, 977, 760, 1033]
paragraph: Además, el Anuario del comercio pone en las actividades comerciales de España con las de la América española, exponiendo la forma de gobierno y organización de las Repúblicas americanas, así como las tarifas de Aduanas, puertos con mercantiles facilidades que en cada una de sus plazas existen para la importación de nuestro comercio, relación de las profesiones, etc., con los nombres y señas de los que las ejercen, y cuanto puede ser de utilidad para la mejor organización del comercio entre la Península y América. [1218, 1106, 1427, 1273]
paragraph: La experiencia presentará este vez mayores probabilidades de éxito que las realizadas hasta la fecha, y, como decimos al comienzo, los hombres sabios aguardan con legítimo anhelo el resultado de las pruebas. [772, 1692, 981, 1759]
paragraph: Basta hojear este libro para reconocer su importancia, pues en él se encuentran cuantos datos tanto de la parte oficial como de la provincial, existen en España, necesarios para la mejor marcha é incremento de los negocios. [1218, 1036, 1427, 1103]
paragraph: El día de hoy.—El encierro.—Sin incidentes.—El primer concierto.—Homenaje á Sarasate.—En la Villa Navarra.—De Biarritz.—La segunda corrida.—Vázquez y Bombita III cogidos.—Las lancitas.—Los toros escurridos.—Los de Lara.—Retreta. [331, 1960, 539, 2038]
place: París 8. [504, 312, 539, 323]
paragraph: El programa de las fiestas que han de celebrarse en Cherbourg contiene, sobre todo para la noche del 31 de Julio, iluminaciones en todos los buques de las escuadras que allí se reunan, y para el 1º de Agosto un almuerzo oficial á bordo del Vertit. [331, 490, 539, 569]
paragraph: La oposición deplora este incidente, del cual se cree que el Gobierno sacará partido para obtener un voto de confianza. [28, 406, 319, 440]
col2-body1 [331, 325, 539, 664]
